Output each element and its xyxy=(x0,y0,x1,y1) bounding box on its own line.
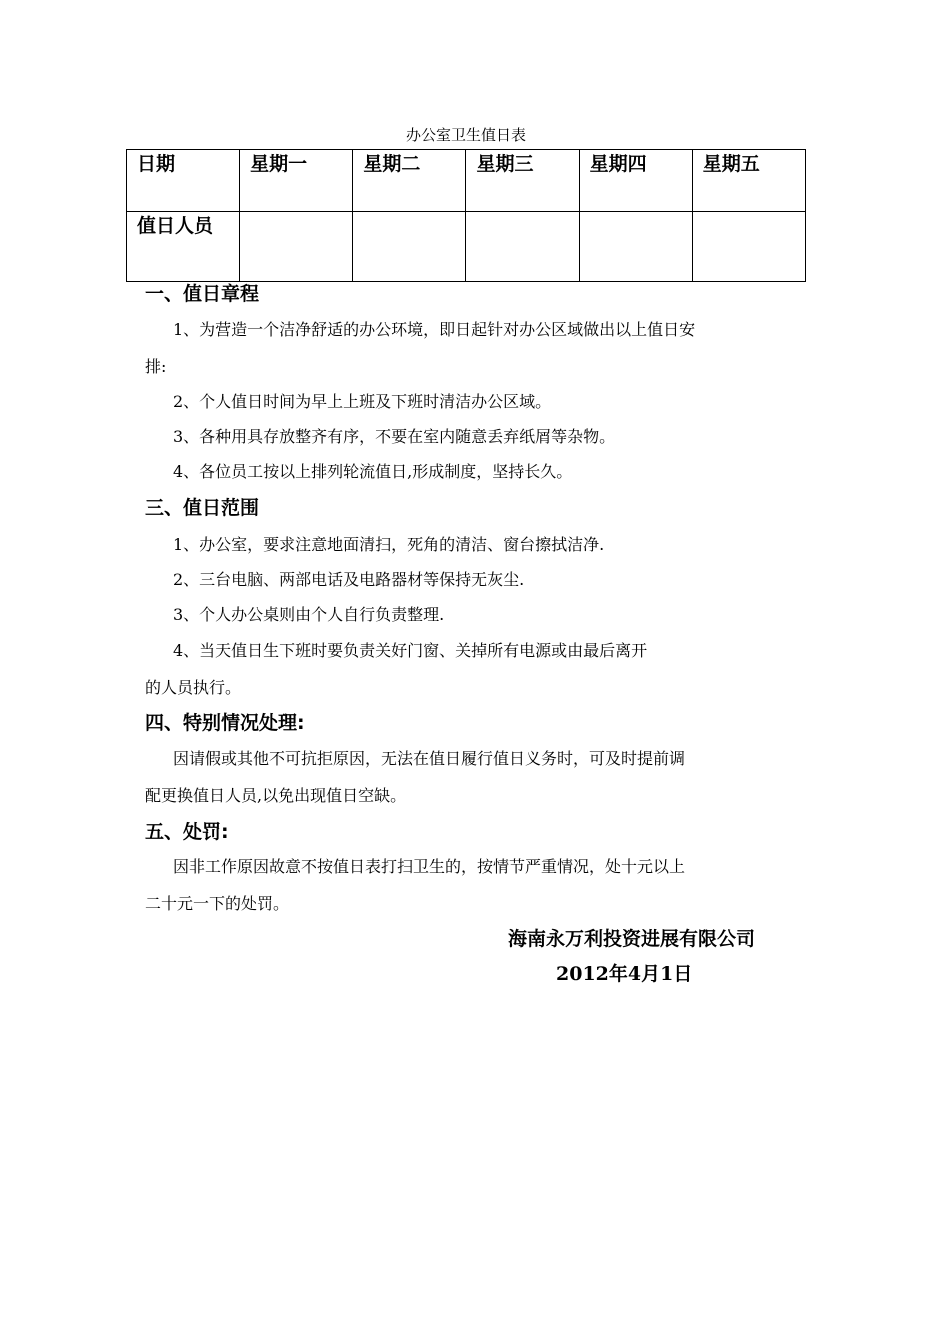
paragraph-line: 1、为营造一个洁净舒适的办公环境，即日起针对办公区域做出以上值日安 xyxy=(173,320,696,339)
table-cell-thursday: 星期四 xyxy=(579,150,692,212)
table-cell-tuesday: 星期二 xyxy=(353,150,466,212)
table-cell-duty-label: 值日人员 xyxy=(127,212,240,282)
table-cell-wednesday: 星期三 xyxy=(466,150,579,212)
table-cell-tuesday-duty xyxy=(353,212,466,282)
paragraph-line: 的人员执行。 xyxy=(145,678,242,697)
paragraph-line: 4、各位员工按以上排列轮流值日,形成制度，坚持长久。 xyxy=(173,462,573,481)
section-heading-penalty: 五、处罚: xyxy=(145,821,229,843)
document-title: 办公室卫生值日表 xyxy=(405,126,526,144)
section-heading-rules: 一、值日章程 xyxy=(145,283,260,305)
section-heading-special: 四、特别情况处理: xyxy=(145,712,305,734)
duty-table xyxy=(126,149,806,282)
signature-company: 海南永万利投资进展有限公司 xyxy=(508,928,756,950)
paragraph-line: 3、个人办公桌则由个人自行负责整理. xyxy=(173,605,445,624)
table-cell-friday-duty xyxy=(692,212,805,282)
paragraph-line: 因请假或其他不可抗拒原因，无法在值日履行值日义务时，可及时提前调 xyxy=(173,749,686,768)
paragraph-line: 1、办公室，要求注意地面清扫，死角的清洁、窗台擦拭洁净. xyxy=(173,535,605,554)
table-cell-date-label: 日期 xyxy=(127,150,240,212)
table-header-row xyxy=(127,150,806,212)
table-duty-row xyxy=(127,212,806,282)
table-cell-friday: 星期五 xyxy=(692,150,805,212)
paragraph-line: 配更换值日人员,以免出现值日空缺。 xyxy=(145,786,407,805)
paragraph-line: 排: xyxy=(145,357,167,376)
signature-date: 2012年4月1日 xyxy=(556,963,693,985)
table-cell-wednesday-duty xyxy=(466,212,579,282)
paragraph-line: 二十元一下的处罚。 xyxy=(145,894,290,913)
paragraph-line: 3、各种用具存放整齐有序，不要在室内随意丢弃纸屑等杂物。 xyxy=(173,427,616,446)
paragraph-line: 2、个人值日时间为早上上班及下班时清洁办公区域。 xyxy=(173,392,552,411)
table-cell-thursday-duty xyxy=(579,212,692,282)
table-cell-monday: 星期一 xyxy=(240,150,353,212)
table-cell-monday-duty xyxy=(240,212,353,282)
paragraph-line: 2、三台电脑、两部电话及电路器材等保持无灰尘. xyxy=(173,570,525,589)
paragraph-line: 因非工作原因故意不按值日表打扫卫生的，按情节严重情况，处十元以上 xyxy=(173,857,686,876)
section-heading-scope: 三、值日范围 xyxy=(145,497,260,519)
paragraph-line: 4、当天值日生下班时要负责关好门窗、关掉所有电源或由最后离开 xyxy=(173,641,648,660)
